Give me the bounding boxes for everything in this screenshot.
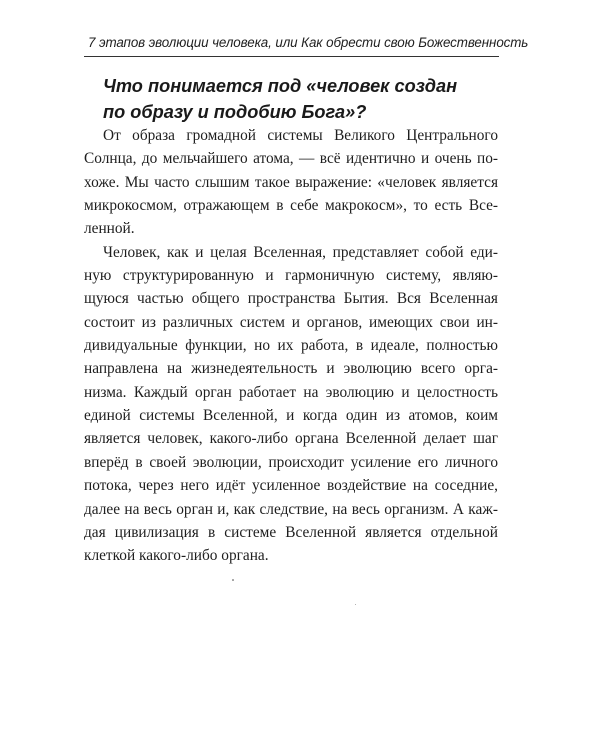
text-line: щуюся частью общего пространства Бытия. Вся Вселенная bbox=[84, 290, 498, 308]
text-line: дая цивилизация в системе Вселенной является отдельной bbox=[84, 523, 498, 541]
text-line: является человек, какого-либо органа Вселенной делает шаг bbox=[84, 430, 498, 448]
text-line: хоже. Мы часто слышим такое выражение: «человек является bbox=[84, 173, 498, 191]
text-line: ную структурированную и гармоничную систему, являю- bbox=[84, 267, 498, 285]
paragraph-1 bbox=[84, 124, 498, 241]
heading-line: по образу и подобию Бога»? bbox=[103, 102, 367, 122]
paper-speck bbox=[355, 604, 356, 605]
text-line: вперёд в своей эволюции, происходит усиление его личного bbox=[84, 453, 498, 471]
text-line: далее на весь орган и, как следствие, на весь организм. А каж- bbox=[84, 500, 498, 518]
body-text bbox=[84, 124, 498, 568]
text-line: Человек, как и целая Вселенная, представляет собой еди- bbox=[103, 243, 498, 261]
text-line: единой системы Вселенной, и когда один из атомов, коим bbox=[84, 407, 498, 425]
heading-line: Что понимается под «человек создан bbox=[103, 76, 458, 96]
text-line: Солнца, до мельчайшего атома, — всё идентично и очень по- bbox=[84, 150, 498, 168]
text-line: потока, через него идёт усиленное воздействие на соседние, bbox=[84, 477, 498, 495]
running-header: 7 этапов эволюции человека, или Как обрести свою Божественность bbox=[88, 35, 529, 50]
section-heading bbox=[103, 73, 543, 125]
text-line: клеткой какого-либо органа. bbox=[84, 547, 269, 565]
header-rule bbox=[84, 56, 499, 57]
text-line: направлена на жизнедеятельность и эволюцию всего орга- bbox=[84, 360, 498, 378]
text-line: низма. Каждый орган работает на эволюцию и целостность bbox=[84, 383, 498, 401]
text-line: ленной. bbox=[84, 220, 135, 238]
paragraph-2 bbox=[84, 241, 498, 568]
text-line: состоит из различных систем и органов, имеющих свои ин- bbox=[84, 313, 498, 331]
text-line: микрокосмом, отражающем в себе макрокосм», то есть Все- bbox=[84, 197, 498, 215]
text-line: От образа громадной системы Великого Центрального bbox=[103, 127, 498, 144]
paper-speck bbox=[232, 579, 234, 581]
text-line: дивидуальные функции, но их работа, в идеале, полностью bbox=[84, 337, 498, 355]
